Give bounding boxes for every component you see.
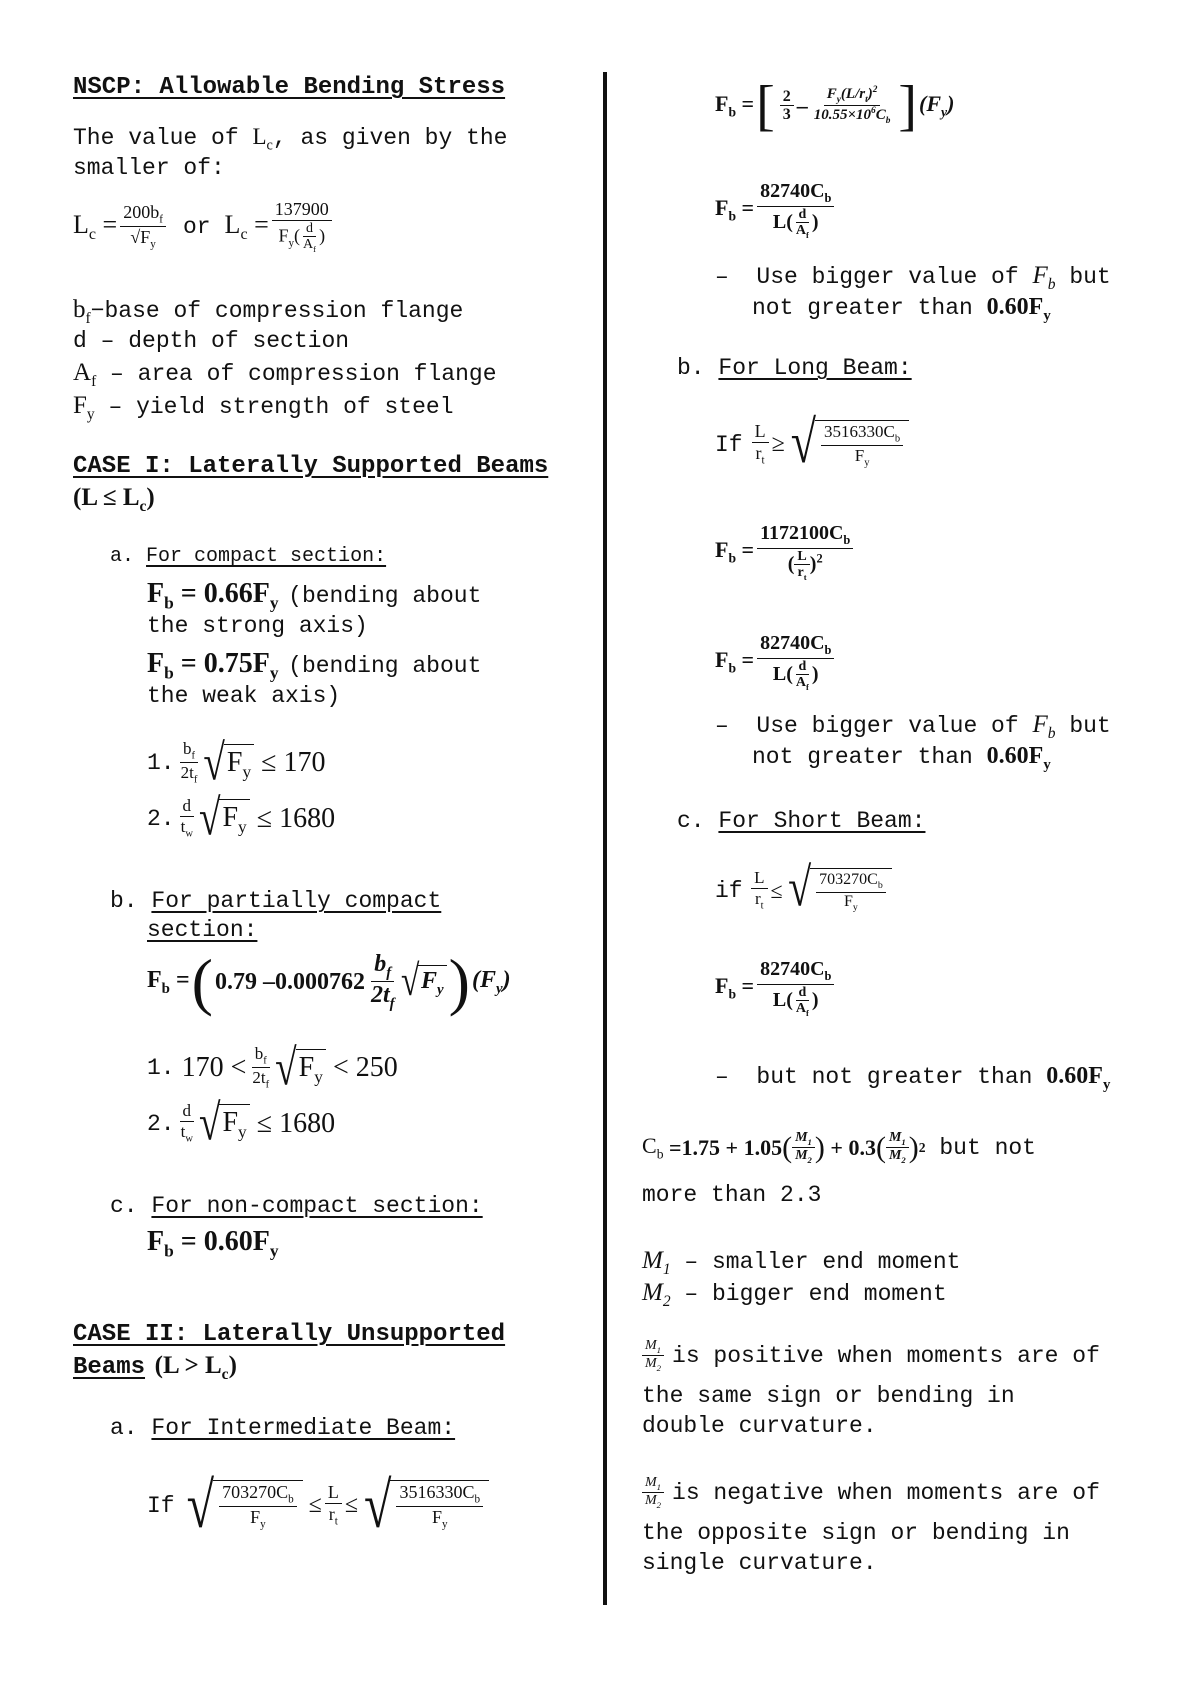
pc-limit-2: 2. d $t_w$ √ $F_y$ ≤ 1680 bbox=[147, 1095, 336, 1152]
note-bigger-2: – Use bigger value of $F_b$ but bbox=[715, 711, 1111, 742]
note-short-max: – but not greater than $0.60F_y$ bbox=[715, 1063, 1111, 1093]
def-m1: $M_1$ – smaller end moment bbox=[642, 1247, 961, 1278]
note-bigger-1-cont: not greater than $0.60F_y$ bbox=[752, 294, 1051, 324]
short-beam-condition: if $\frac{L}{r_t}$ ≤ √ $\frac{703270C_b}{F_y}$ bbox=[715, 868, 892, 914]
fb-066-note: the strong axis) bbox=[147, 613, 368, 639]
pc-limit-1: 1. 170 < $b_f$ $2t_f$ √ $F_y$ < 250 bbox=[147, 1040, 398, 1097]
long-beam-condition: If $\frac{L}{r_t}$ ≥ √ $\frac{3516330C_b}{F_y}$ bbox=[715, 420, 909, 470]
case1-condition: $(L \le L_c)$ bbox=[73, 484, 155, 515]
page-title: NSCP: Allowable Bending Stress bbox=[73, 74, 506, 101]
lc-intro-line2: smaller of: bbox=[73, 155, 225, 181]
fb-075-note: the weak axis) bbox=[147, 683, 341, 709]
fb-82740-formula-1: $F_b$ = $82740C_b$ L( $\frac{d}{A_f}$ ) bbox=[715, 180, 837, 240]
ratio-positive-2: the same sign or bending in bbox=[642, 1383, 1015, 1409]
case2-title-cont: Beams $(L > L_c)$ bbox=[73, 1352, 237, 1383]
fb-intermediate-formula: $F_b$ = [ 2 3 – $F_y(L/r_t)^2$ $10.55\times 10^6C_b$ ] $(F_y)$ bbox=[715, 75, 955, 137]
def-af: $A_f$ – area of compression flange bbox=[73, 359, 497, 390]
fb-060-row: $F_b = 0.60F_y$ bbox=[147, 1226, 279, 1261]
ratio-negative-3: single curvature. bbox=[642, 1550, 877, 1576]
case1-c-heading: c. For non-compact section: bbox=[110, 1193, 483, 1219]
lc-intro-line1: The value of $L_c$, as given by the bbox=[73, 124, 508, 154]
def-m2: $M_2$ – bigger end moment bbox=[642, 1279, 947, 1310]
def-fy: $F_y$ – yield strength of steel bbox=[73, 392, 454, 423]
case1-b-heading: b. For partially compact bbox=[110, 888, 442, 914]
fb-82740-formula-2: $F_b$ = $82740C_b$ L( $\frac{d}{A_f}$ ) bbox=[715, 632, 837, 692]
case1-title: CASE I: Laterally Supported Beams bbox=[73, 453, 549, 480]
def-bf: $b_f-base$ of compression flange bbox=[73, 296, 464, 327]
column-divider bbox=[603, 72, 607, 1605]
ratio-negative-2: the opposite sign or bending in bbox=[642, 1520, 1070, 1546]
long-beam-heading: b. For Long Beam: bbox=[677, 355, 912, 381]
ratio-positive-1: $M_1$ $M_2$ is positive when moments are of bbox=[642, 1338, 1100, 1373]
partially-compact-formula: $F_b$ = ( 0.79 – 0.000762 $b_f$ $2t_f$ √ $F_y$ ) $(F_y)$ bbox=[147, 946, 511, 1017]
lc-formulas: $L_c$ = $\frac{200b_f}{√F_y}$ or $L_c$ = 137900 $F_y$( $\frac{d}{A_f}$ ) bbox=[73, 200, 335, 254]
cb-formula-cont: more than 2.3 bbox=[642, 1182, 822, 1208]
compact-limit-1: 1. $b_f$ $2t_f$ √ $F_y$ ≤ 170 bbox=[147, 735, 326, 792]
note-bigger-1: – Use bigger value of $F_b$ but bbox=[715, 262, 1111, 293]
fb-82740-formula-3: $F_b$ = $82740C_b$ L( $\frac{d}{A_f}$ ) bbox=[715, 958, 837, 1018]
ratio-positive-3: double curvature. bbox=[642, 1413, 877, 1439]
fb-066-row: $F_b = 0.66F_y$ (bending about bbox=[147, 578, 482, 613]
intermediate-condition: If √ $\frac{703270C_b}{F_y}$ ≤ $\frac{L}{r_t}$ ≤ √ $\frac{3516330C_b}{F_y}$ bbox=[147, 1480, 489, 1531]
fb-1172100-formula: $F_b$ = $1172100C_b$ ( $\frac{L}{r_t}$ )$^2$ bbox=[715, 522, 856, 582]
note-bigger-2-cont: not greater than $0.60F_y$ bbox=[752, 743, 1051, 773]
fb-075-row: $F_b = 0.75F_y$ (bending about bbox=[147, 648, 482, 683]
case1-b-heading-cont: section: bbox=[147, 917, 258, 943]
def-d: d – depth of section bbox=[73, 328, 350, 354]
case1-a-heading: a. For compact section: bbox=[110, 545, 387, 568]
cb-formula: $C_b$ = 1.75 + 1.05 ( $M_1$ $M_2$ ) + 0.3 ( $M_1$ $M_2$ ) 2 but not bbox=[642, 1130, 1036, 1166]
ratio-negative-1: $M_1$ $M_2$ is negative when moments are of bbox=[642, 1475, 1100, 1510]
short-beam-heading: c. For Short Beam: bbox=[677, 808, 926, 834]
compact-limit-2: 2. d $t_w$ √ $F_y$ ≤ 1680 bbox=[147, 790, 336, 847]
case2-a-heading: a. For Intermediate Beam: bbox=[110, 1415, 456, 1441]
case2-title: CASE II: Laterally Unsupported bbox=[73, 1321, 506, 1348]
